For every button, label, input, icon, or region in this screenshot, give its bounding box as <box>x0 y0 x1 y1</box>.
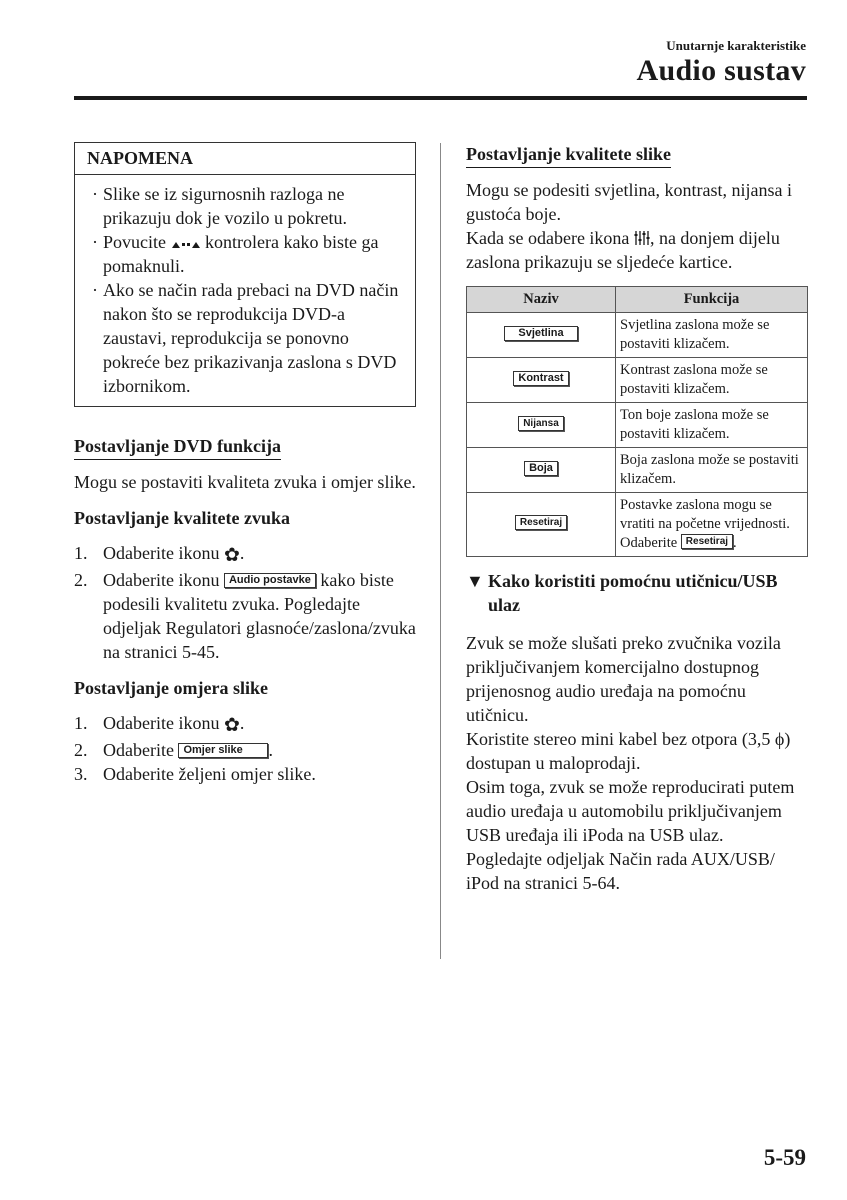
triangle-down-icon: ▼ <box>466 571 484 591</box>
list-item: 2. Odaberite ikonu Audio postavke kako biste podesili kvalitetu zvuka. Pogledajte odjeljak Regulatori glasnoće/zaslona/zvuka na stranici 5-45. <box>74 570 416 662</box>
joystick-slide-icon <box>171 238 201 250</box>
reset-button: Resetiraj <box>515 515 567 530</box>
table-cell: Boja zaslona može se postaviti klizačem. <box>616 448 808 493</box>
left-column <box>74 142 416 786</box>
note-bullet: · Povucite kontrolera kako biste ga pomaknuli. <box>92 232 379 276</box>
note-bullet: · Ako se način rada prebaci na DVD način nakon što se reprodukcija DVD-a zaustavi, reprodukcija se ponovno pokreće bez prikazivanja zaslona s DVD izbornikom. <box>92 280 399 396</box>
aux-paragraph: Zvuk se može slušati preko zvučnika vozila priključivanjem komercijalno dostupnog prijenosnog audio uređaja na pomoćnu utičnicu. <box>466 633 781 725</box>
aux-paragraph: Koristite stereo mini kabel bez otpora (3,5 ϕ) dostupan u maloprodaji. <box>466 729 791 773</box>
sound-steps <box>74 541 416 664</box>
ratio-steps <box>74 711 416 786</box>
section-heading-dvd: Postavljanje DVD funkcija <box>74 434 281 460</box>
table-row <box>467 313 808 358</box>
gear-icon: ✿ <box>223 715 240 736</box>
table-row <box>467 448 808 493</box>
list-item: 3. Odaberite željeni omjer slike. <box>74 764 316 784</box>
table-row <box>467 403 808 448</box>
tint-button: Nijansa <box>518 416 564 431</box>
subheading-ratio: Postavljanje omjera slike <box>74 678 268 698</box>
function-table <box>466 286 808 557</box>
right-column <box>466 142 808 895</box>
list-item: 1. Odaberite ikonu ✿. <box>74 543 245 566</box>
table-cell: Ton boje zaslona može se postaviti klizačem. <box>616 403 808 448</box>
color-button: Boja <box>524 461 558 476</box>
aspect-ratio-button: Omjer slike <box>178 743 268 758</box>
page-title: Audio sustav <box>636 54 806 87</box>
slider-adjust-icon <box>634 230 650 246</box>
note-title: NAPOMENA <box>75 143 415 175</box>
list-item: 2. Odaberite Omjer slike . <box>74 740 273 760</box>
dvd-intro: Mogu se postaviti kvaliteta zvuka i omjer slike. <box>74 472 416 492</box>
table-row <box>467 493 808 557</box>
header-section: Unutarnje karakteristike <box>666 38 806 53</box>
picture-intro-2: Kada se odabere ikona , na donjem dijelu zaslona prikazuju se sljedeće kartice. <box>466 228 780 272</box>
header-rule <box>74 96 807 100</box>
page-number: 5-59 <box>763 1145 806 1170</box>
table-header: Naziv <box>467 287 616 313</box>
section-heading-picture: Postavljanje kvalitete slike <box>466 142 671 168</box>
section-heading-aux: ▼ Kako koristiti pomoćnu utičnicu/USB ulaz <box>466 571 778 615</box>
picture-intro: Mogu se podesiti svjetlina, kontrast, nijansa i gustoća boje. <box>466 180 792 224</box>
aux-paragraph: Pogledajte odjeljak Način rada AUX/USB/ iPod na stranici 5-64. <box>466 849 775 893</box>
note-box <box>74 142 416 407</box>
gear-icon: ✿ <box>223 545 240 566</box>
subheading-sound: Postavljanje kvalitete zvuka <box>74 508 290 528</box>
column-divider <box>440 143 441 959</box>
audio-settings-button: Audio postavke <box>224 573 316 588</box>
table-cell: Postavke zaslona mogu se vratiti na početne vrijednosti. Odaberite Resetiraj . <box>616 493 808 557</box>
note-bullet: · Slike se iz sigurnosnih razloga ne prikazuju dok je vozilo u pokretu. <box>92 184 347 228</box>
table-header: Funkcija <box>616 287 808 313</box>
reset-button-inline: Resetiraj <box>681 534 733 549</box>
table-cell: Kontrast zaslona može se postaviti klizačem. <box>616 358 808 403</box>
contrast-button: Kontrast <box>513 371 568 386</box>
list-item: 1. Odaberite ikonu ✿. <box>74 713 245 736</box>
brightness-button: Svjetlina <box>504 326 578 341</box>
table-row <box>467 358 808 403</box>
table-cell: Svjetlina zaslona može se postaviti klizačem. <box>616 313 808 358</box>
aux-paragraph: Osim toga, zvuk se može reproducirati putem audio uređaja u automobilu priključivanjem USB uređaja ili iPoda na USB ulaz. <box>466 777 795 845</box>
